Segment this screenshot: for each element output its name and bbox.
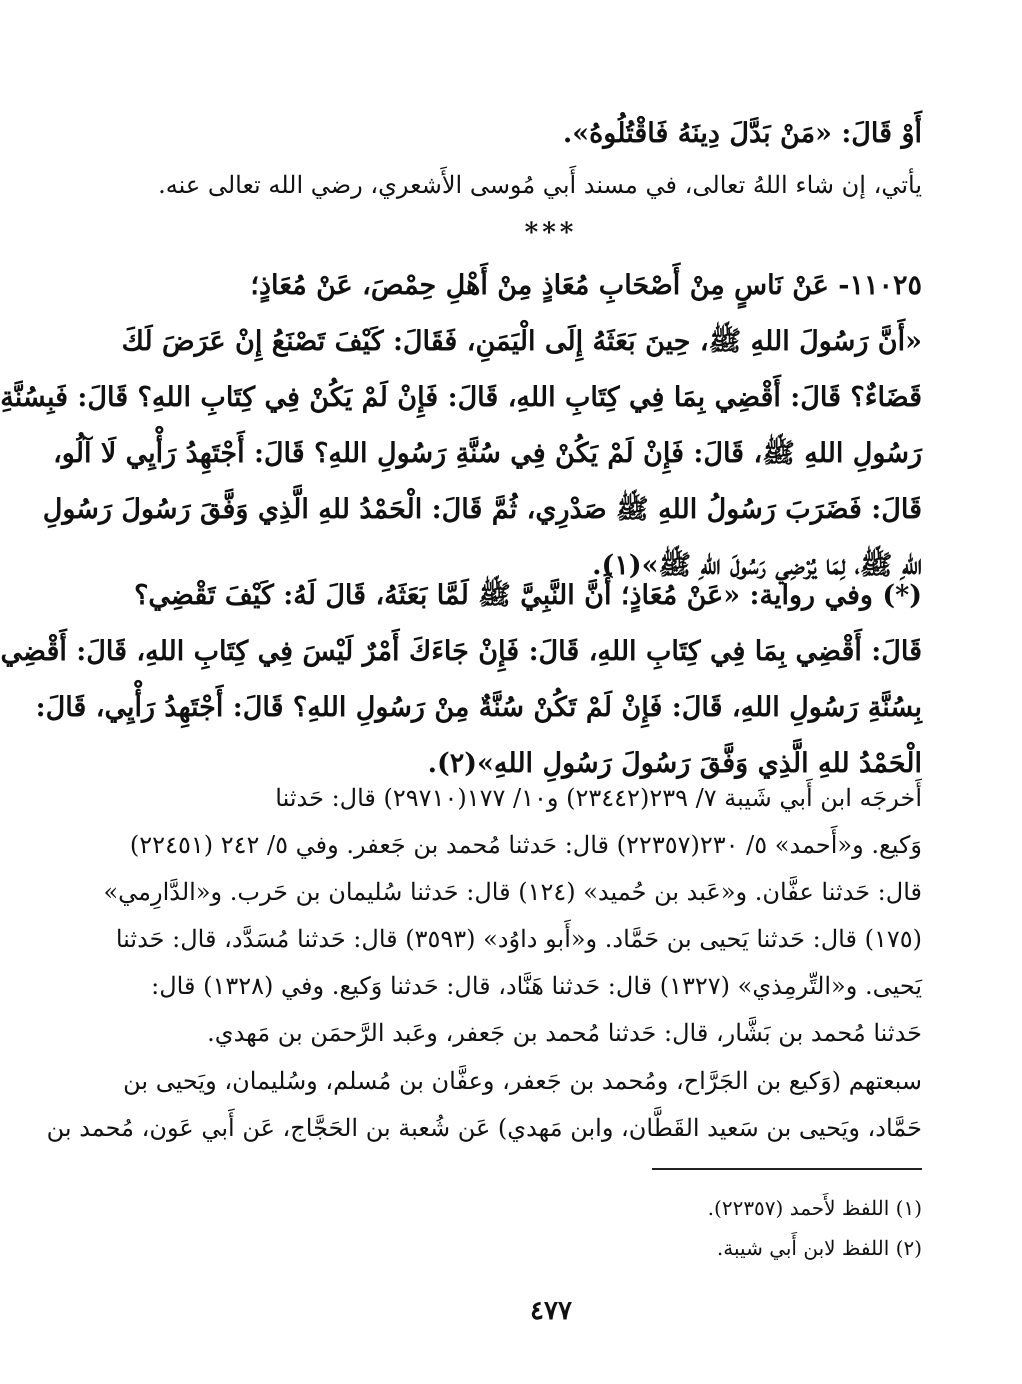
riwaya-paragraph (0, 568, 922, 792)
takhrij-line: حَدثنا مُحمد بن بَشَّار، قال: حَدثنا مُحمد بن جَعفر، وعَبد الرَّحمَن بن مَهدي. (207, 1019, 922, 1047)
hadith-line: «أَنَّ رَسُولَ اللهِ ﷺ، حِينَ بَعَثَهُ إِلَى الْيَمَنِ، فَقَالَ: كَيْفَ تَصْنَعُ إِنْ عَرَضَ لَكَ (121, 326, 922, 357)
takhrij-line: (١٧٥) قال: حَدثنا يَحيى بن حَمَّاد. و«أَبو داوُد» (٣٥٩٣) قال: حَدثنا مُسَدَّد، قال: حَدثنا (115, 925, 922, 953)
chain-line: حَمَّاد، ويَحيى بن سَعيد القَطَّان، وابن مَهدي) عَن شُعبة بن الحَجَّاج، عَن أَبي عَون، مُحمد بن (46, 1114, 922, 1142)
chain-line: سبعتهم (وَكيع بن الجَرَّاح، ومُحمد بن جَعفر، وعفَّان بن مُسلم، وسُليمان، ويَحيى بن (123, 1067, 922, 1095)
riwaya-line: قَالَ: أَقْضِي بِمَا فِي كِتَابِ اللهِ، قَالَ: فَإِنْ جَاءَكَ أَمْرٌ لَيْسَ فِي كِتَابِ اللهِ، قَالَ: أَقْضِي (0, 636, 922, 667)
section-separator: *** (524, 218, 578, 248)
takhrij-line: قال: حَدثنا عفَّان. و«عَبد بن حُميد» (١٢٤) قال: حَدثنا سُليمان بن حَرب. و«الدَّارِمي» (103, 878, 922, 906)
page-number: ٤٧٧ (530, 1296, 572, 1326)
hadith-line: ١١٠٢٥- عَنْ نَاسٍ مِنْ أَصْحَابِ مُعَاذٍ مِنْ أَهْلِ حِمْصَ، عَنْ مُعَاذٍ؛ (250, 270, 922, 301)
opening-line: أَوْ قَالَ: «مَنْ بَدَّلَ دِينَهُ فَاقْتُلُوهُ». (562, 118, 922, 149)
hadith-paragraph (0, 258, 922, 594)
chain-paragraph (46, 1058, 922, 1152)
takhrij-line: أَخرجَه ابن أَبي شَيبة ٧/ ٢٣٩(٢٣٤٤٢) و١٠/ ١٧٧(٢٩٧١٠) قال: حَدثنا (275, 784, 922, 812)
footnote-2: (٢) اللفظ لابن أَبي شيبة. (716, 1236, 922, 1260)
hadith-line: رَسُولِ اللهِ ﷺ، قَالَ: فَإِنْ لَمْ يَكُنْ فِي سُنَّةِ رَسُولِ اللهِ؟ قَالَ: أَجْتَهِدُ رَأْيِي لَا آلُو، (53, 438, 922, 469)
footnotes (180, 1188, 922, 1268)
takhrij-line: يَحيى. و«التِّرمِذي» (١٣٢٧) قال: حَدثنا هَنَّاد، قال: حَدثنا وَكيع. وفي (١٣٢٨) قال: (151, 972, 922, 1000)
riwaya-line: (*) وفي رواية: «عَنْ مُعَاذٍ؛ أَنَّ النَّبِيَّ ﷺ لَمَّا بَعَثَهُ، قَالَ لَهُ: كَيْفَ تَقْضِي؟ (134, 580, 922, 611)
hadith-line: قَضَاءٌ؟ قَالَ: أَقْضِي بِمَا فِي كِتَابِ اللهِ، قَالَ: فَإِنْ لَمْ يَكُنْ فِي كِتَابِ اللهِ؟ قَالَ: فَبِسُنَّةِ (0, 382, 922, 413)
opening-paragraph (158, 106, 922, 209)
riwaya-line: بِسُنَّةِ رَسُولِ اللهِ، قَالَ: فَإِنْ لَمْ تَكُنْ سُنَّةٌ مِنْ رَسُولِ اللهِ؟ قَالَ: أَجْتَهِدُ رَأْيِي، قَالَ: (35, 692, 922, 723)
footnote-divider (652, 1168, 922, 1170)
hadith-line: قَالَ: فَضَرَبَ رَسُولُ اللهِ ﷺ صَدْرِي، ثُمَّ قَالَ: الْحَمْدُ للهِ الَّذِي وَفَّقَ رَسُولَ رَسُولِ (42, 494, 922, 525)
riwaya-line: الْحَمْدُ للهِ الَّذِي وَفَّقَ رَسُولَ رَسُولِ اللهِ»(٢). (427, 748, 922, 779)
footnote-1: (١) اللفظ لأَحمد (٢٢٣٥٧). (707, 1196, 922, 1220)
takhrij-paragraph (103, 775, 922, 1057)
opening-line: يأتي، إن شاء اللهُ تعالى، في مسند أَبي مُوسى الأَشعري، رضي الله تعالى عنه. (158, 171, 922, 199)
hadith-line: اللهِ ﷺ، لِمَا يُرْضِي رَسُولَ اللهِ ﷺ»(١). (592, 550, 922, 581)
takhrij-line: وَكيع. و«أَحمد» ٥/ ٢٣٠(٢٢٣٥٧) قال: حَدثنا مُحمد بن جَعفر. وفي ٥/ ٢٤٢ (٢٢٤٥١) (129, 831, 922, 859)
